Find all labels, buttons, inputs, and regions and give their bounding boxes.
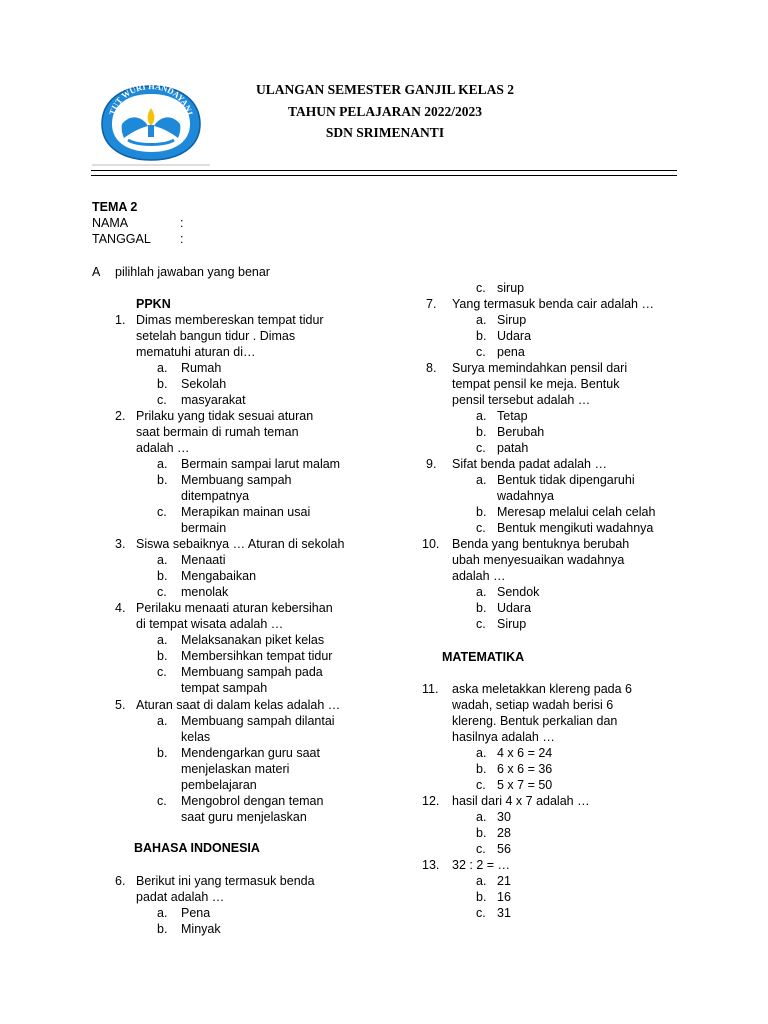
option-text: 30 bbox=[497, 810, 511, 824]
option-text: 21 bbox=[497, 874, 511, 888]
option-letter: a. bbox=[476, 409, 487, 423]
question-number: 5. bbox=[115, 698, 126, 712]
option-text: 6 x 6 = 36 bbox=[497, 762, 553, 776]
option-text: kelas bbox=[181, 730, 211, 744]
option-letter: a. bbox=[157, 361, 168, 375]
option-text: Melaksanakan piket kelas bbox=[181, 633, 325, 647]
tut-wuri-handayani-logo bbox=[92, 78, 210, 166]
question-text: setelah bangun tidur . Dimas bbox=[136, 329, 296, 343]
question-text: tempat pensil ke meja. Bentuk bbox=[452, 377, 620, 391]
question-text: aska meletakkan klereng pada 6 bbox=[452, 682, 632, 696]
question-number: 13. bbox=[422, 858, 440, 872]
header-divider-bottom bbox=[91, 175, 677, 176]
option-text: masyarakat bbox=[181, 393, 246, 407]
question-number: 10. bbox=[422, 537, 440, 551]
option-letter: a. bbox=[476, 585, 487, 599]
header-divider-top bbox=[91, 170, 677, 171]
option-text: pembelajaran bbox=[181, 778, 257, 792]
option-text: 31 bbox=[497, 906, 511, 920]
option-letter: b. bbox=[157, 377, 168, 391]
option-letter: c. bbox=[157, 585, 167, 599]
option-letter: a. bbox=[476, 874, 487, 888]
section-a-title: pilihlah jawaban yang benar bbox=[115, 265, 270, 279]
option-text: Tetap bbox=[497, 409, 528, 423]
option-letter: a. bbox=[476, 473, 487, 487]
subject-matematika: MATEMATIKA bbox=[442, 650, 525, 664]
tanggal-row bbox=[92, 231, 183, 247]
option-letter: a. bbox=[157, 906, 168, 920]
option-text: Mendengarkan guru saat bbox=[181, 746, 320, 760]
question-text: Prilaku yang tidak sesuai aturan bbox=[136, 409, 314, 423]
question-text: Aturan saat di dalam kelas adalah … bbox=[136, 698, 341, 712]
option-letter: b. bbox=[476, 762, 487, 776]
question-number: 1. bbox=[115, 313, 126, 327]
option-text: 28 bbox=[497, 826, 511, 840]
option-text: Sendok bbox=[497, 585, 540, 599]
question-number: 2. bbox=[115, 409, 126, 423]
option-text: Berubah bbox=[497, 425, 545, 439]
option-letter: a. bbox=[476, 810, 487, 824]
exam-header bbox=[200, 79, 570, 144]
option-letter: b. bbox=[157, 649, 168, 663]
option-text: tempat sampah bbox=[181, 681, 268, 695]
option-text: Udara bbox=[497, 329, 532, 343]
question-text: 32 : 2 = … bbox=[452, 858, 511, 872]
question-text: Yang termasuk benda cair adalah … bbox=[452, 297, 654, 311]
question-text: Berikut ini yang termasuk benda bbox=[136, 874, 315, 888]
option-text: Bermain sampai larut malam bbox=[181, 457, 341, 471]
option-letter: b. bbox=[157, 746, 168, 760]
question-text: adalah … bbox=[452, 569, 506, 583]
question-text: adalah … bbox=[136, 441, 190, 455]
option-letter: b. bbox=[476, 505, 487, 519]
option-letter: b. bbox=[157, 922, 168, 936]
question-text: padat adalah … bbox=[136, 890, 225, 904]
option-text: bermain bbox=[181, 521, 227, 535]
option-text: 5 x 7 = 50 bbox=[497, 778, 553, 792]
option-text: Sirup bbox=[497, 313, 527, 327]
question-text: Benda yang bentuknya berubah bbox=[452, 537, 630, 551]
option-text: Menaati bbox=[181, 553, 226, 567]
question-text: hasil dari 4 x 7 adalah … bbox=[452, 794, 590, 808]
option-text: Membuang sampah pada bbox=[181, 665, 323, 679]
tanggal-colon: : bbox=[180, 232, 184, 246]
option-letter: b. bbox=[476, 329, 487, 343]
option-letter: b. bbox=[476, 425, 487, 439]
option-letter: c. bbox=[476, 617, 486, 631]
option-text: 56 bbox=[497, 842, 511, 856]
option-letter: b. bbox=[476, 890, 487, 904]
option-text: sirup bbox=[497, 281, 525, 295]
option-text: Merapikan mainan usai bbox=[181, 505, 311, 519]
option-text: Membersihkan tempat tidur bbox=[181, 649, 333, 663]
section-a-letter: A bbox=[92, 265, 101, 279]
option-letter: b. bbox=[157, 569, 168, 583]
question-text: Siswa sebaiknya … Aturan di sekolah bbox=[136, 537, 345, 551]
option-text: saat guru menjelaskan bbox=[181, 810, 307, 824]
option-text: Meresap melalui celah celah bbox=[497, 505, 656, 519]
question-text: saat bermain di rumah teman bbox=[136, 425, 299, 439]
option-text: Membuang sampah dilantai bbox=[181, 714, 335, 728]
header-school-year: TAHUN PELAJARAN 2022/2023 bbox=[287, 103, 482, 119]
option-letter: b. bbox=[476, 826, 487, 840]
tanggal-label: TANGGAL bbox=[92, 232, 151, 246]
option-text: Minyak bbox=[181, 922, 221, 936]
question-number: 7. bbox=[426, 297, 437, 311]
option-text: Mengabaikan bbox=[181, 569, 257, 583]
option-text: 4 x 6 = 24 bbox=[497, 746, 553, 760]
subject-bahasa-indonesia: BAHASA INDONESIA bbox=[134, 841, 260, 855]
option-text: wadahnya bbox=[497, 489, 554, 503]
student-info bbox=[92, 199, 183, 247]
question-number: 6. bbox=[115, 874, 126, 888]
option-letter: c. bbox=[476, 778, 486, 792]
option-letter: c. bbox=[157, 794, 167, 808]
header-title: ULANGAN SEMESTER GANJIL KELAS 2 bbox=[255, 82, 515, 97]
option-letter: b. bbox=[476, 601, 487, 615]
question-number: 12. bbox=[422, 794, 440, 808]
option-letter: c. bbox=[476, 906, 486, 920]
question-number: 4. bbox=[115, 601, 126, 615]
option-letter: c. bbox=[476, 441, 486, 455]
option-text: 16 bbox=[497, 890, 511, 904]
option-letter: c. bbox=[476, 842, 486, 856]
option-letter: a. bbox=[157, 714, 168, 728]
nama-label: NAMA bbox=[92, 216, 129, 230]
question-number: 11. bbox=[422, 682, 439, 696]
nama-row bbox=[92, 215, 183, 231]
question-text: Dimas membereskan tempat tidur bbox=[136, 313, 324, 327]
option-text: menolak bbox=[181, 585, 229, 599]
option-text: Udara bbox=[497, 601, 532, 615]
question-number: 8. bbox=[426, 361, 437, 375]
option-letter: a. bbox=[157, 457, 168, 471]
option-text: ditempatnya bbox=[181, 489, 250, 503]
option-letter: a. bbox=[157, 553, 168, 567]
option-text: patah bbox=[497, 441, 529, 455]
question-text: Sifat benda padat adalah … bbox=[452, 457, 607, 471]
option-text: Sekolah bbox=[181, 377, 227, 391]
question-number: 9. bbox=[426, 457, 437, 471]
question-text: pensil tersebut adalah … bbox=[452, 393, 591, 407]
option-letter: c. bbox=[476, 521, 486, 535]
option-text: Pena bbox=[181, 906, 211, 920]
question-text: ubah menyesuaikan wadahnya bbox=[452, 553, 625, 567]
option-letter: a. bbox=[476, 313, 487, 327]
option-letter: c. bbox=[476, 281, 486, 295]
option-text: Mengobrol dengan teman bbox=[181, 794, 324, 808]
nama-colon: : bbox=[180, 216, 184, 230]
question-text: klereng. Bentuk perkalian dan bbox=[452, 714, 618, 728]
option-text: Bentuk tidak dipengaruhi bbox=[497, 473, 635, 487]
option-letter: c. bbox=[157, 665, 167, 679]
option-text: pena bbox=[497, 345, 525, 359]
question-text: hasilnya adalah … bbox=[452, 730, 555, 744]
logo-text: TUT WURI HANDAYANI bbox=[106, 81, 196, 117]
option-letter: c. bbox=[157, 505, 167, 519]
option-text: menjelaskan materi bbox=[181, 762, 290, 776]
header-school-name: SDN SRIMENANTI bbox=[325, 125, 445, 140]
question-number: 3. bbox=[115, 537, 126, 551]
question-text: di tempat wisata adalah … bbox=[136, 617, 284, 631]
question-text: Perilaku menaati aturan kebersihan bbox=[136, 601, 333, 615]
option-text: Membuang sampah bbox=[181, 473, 292, 487]
tema-label: TEMA 2 bbox=[92, 200, 138, 214]
option-letter: a. bbox=[157, 633, 168, 647]
subject-ppkn: PPKN bbox=[136, 297, 171, 311]
option-letter: c. bbox=[157, 393, 167, 407]
option-text: Bentuk mengikuti wadahnya bbox=[497, 521, 654, 535]
question-text: wadah, setiap wadah berisi 6 bbox=[452, 698, 614, 712]
option-letter: a. bbox=[476, 746, 487, 760]
option-text: Rumah bbox=[181, 361, 222, 375]
question-text: Surya memindahkan pensil dari bbox=[452, 361, 628, 375]
option-letter: b. bbox=[157, 473, 168, 487]
option-letter: c. bbox=[476, 345, 486, 359]
option-text: Sirup bbox=[497, 617, 527, 631]
question-text: mematuhi aturan di… bbox=[136, 345, 256, 359]
